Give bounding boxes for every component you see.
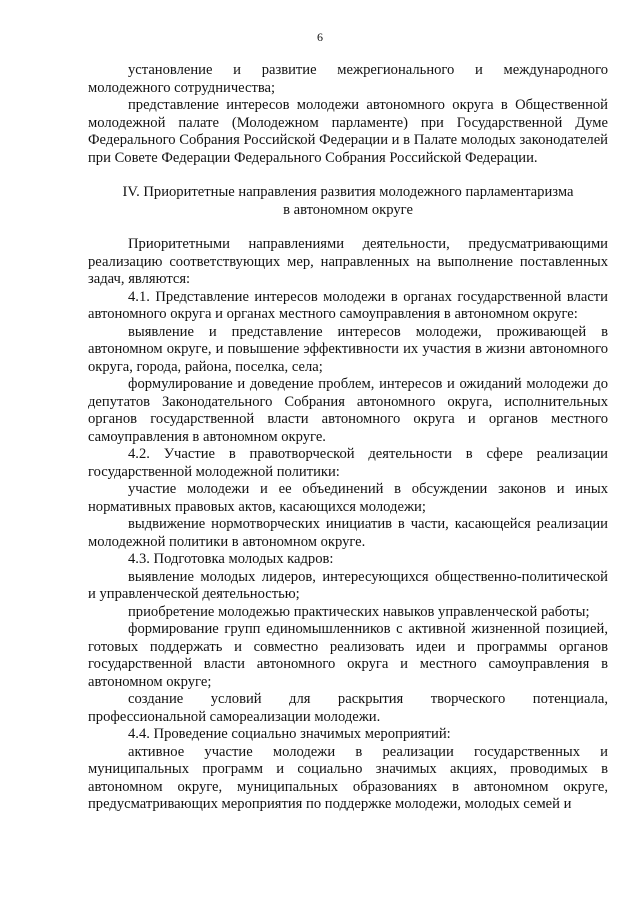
paragraph: выявление и представление интересов молодежи, проживающей в автономном округе, и повышение эффективности их участия в жизни автономного округа, города, района, поселка, села;	[88, 323, 608, 375]
section-heading-line: в автономном округе	[283, 201, 413, 218]
paragraph: приобретение молодежью практических навыков управленческой работы;	[128, 603, 590, 620]
paragraph: 4.1. Представление интересов молодежи в органах государственной власти автономного округа и органах местного самоуправления в автономном округе:	[88, 288, 608, 322]
paragraph: 4.4. Проведение социально значимых мероприятий:	[128, 726, 451, 742]
paragraph: активное участие молодежи в реализации государственных и муниципальных программ и социально значимых акциях, проводимых в автономном округе, муниципальных образованиях в автономном округе, предусматривающих мероприятия по поддержке молодежи, молодых семей и	[88, 743, 608, 812]
paragraph: 4.3. Подготовка молодых кадров:	[128, 551, 334, 567]
paragraph: выдвижение нормотворческих инициатив в части, касающейся реализации молодежной политики в автономном округе.	[88, 516, 608, 550]
paragraph: Приоритетными направлениями деятельности, предусматривающими реализацию соответствующих мер, направленных на выполнение поставленных задач, являются:	[88, 236, 608, 287]
paragraph: выявление молодых лидеров, интересующихся общественно-политической и управленческой деятельностью;	[88, 568, 608, 602]
section-heading-line: IV. Приоритетные направления развития молодежного парламентаризма	[122, 184, 574, 200]
spacer	[88, 167, 608, 184]
paragraph: установление и развитие межрегионального и международного молодежного сотрудничества;	[88, 62, 608, 96]
page-number: 6	[317, 30, 323, 44]
paragraph: 4.2. Участие в правотворческой деятельности в сфере реализации государственной молодежной политики:	[88, 446, 608, 480]
spacer	[88, 219, 608, 236]
paragraph: формирование групп единомышленников с активной жизненной позицией, готовых поддержать и совместно реализовать идеи и программы органов государственной власти автономного округа и местного самоуправления в автономном округе;	[88, 621, 608, 690]
paragraph: представление интересов молодежи автономного округа в Общественной молодежной палате (Молодежном парламенте) при Государственной Думе Федерального Собрания Российской Федерации и в Палате молодых законодателей при Совете Федерации Федерального Собрания Российской Федерации.	[88, 97, 608, 166]
paragraph: участие молодежи и ее объединений в обсуждении законов и иных нормативных правовых актов, касающихся молодежи;	[88, 481, 608, 515]
paragraph: формулирование и доведение проблем, интересов и ожиданий молодежи до депутатов Законодательного Собрания автономного округа, исполнительных органов государственной власти автономного округа и органов местного самоуправления в автономном округе.	[88, 376, 608, 445]
paragraph: создание условий для раскрытия творческого потенциала, профессиональной самореализации молодежи.	[88, 691, 608, 725]
document-body	[88, 62, 608, 814]
